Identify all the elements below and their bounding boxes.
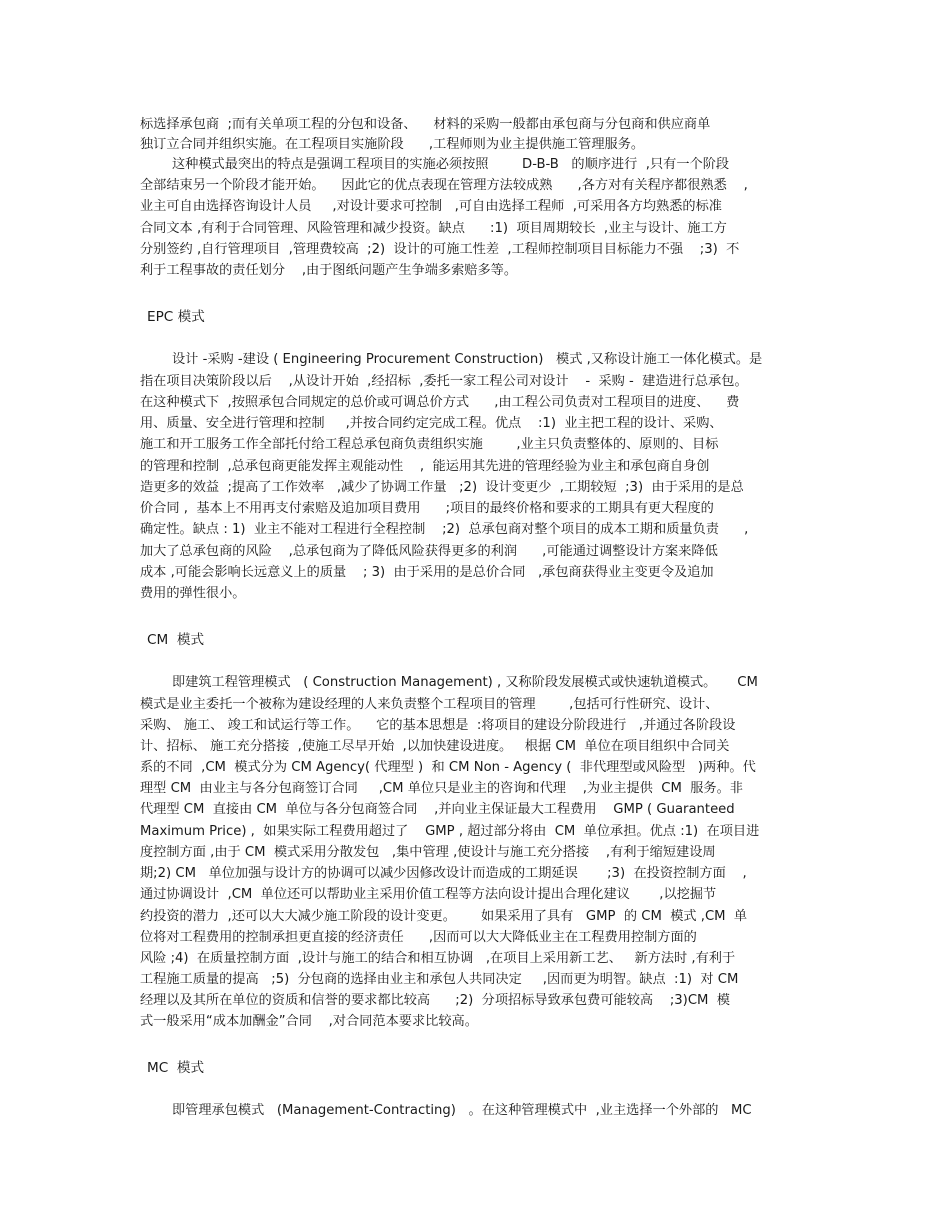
text-line: 价合同 , 基本上不用再支付索赔及追加项目费用 ;项目的最终价格和要求的工期具有更大程度的 — [140, 501, 714, 516]
text-line: 计、招标、 施工充分搭接 ,使施工尽早开始 ,以加快建设进度。 根据 CM 单位在项目组织中合同关 — [140, 739, 730, 754]
text-line: 即管理承包模式 (Management-Contracting) 。在这种管理模式中 ,业主选择一个外部的 MC — [172, 1103, 752, 1118]
text-line: 工程施工质量的提高 ;5) 分包商的选择由业主和承包人共同决定 ,因而更为明智。缺点 :1) 对 CM — [140, 972, 739, 987]
text-line: 风险 ;4) 在质量控制方面 ,设计与施工的结合和相互协调 ,在项目上采用新工艺、 新方法时 ,有利于 — [140, 951, 736, 966]
section-heading: MC 模式 — [147, 1060, 205, 1076]
text-line: 设计 -采购 -建设 ( Engineering Procurement Construction) 模式 ,又称设计施工一体化模式。是 — [172, 352, 763, 367]
text-line: 标选择承包商 ;而有关单项工程的分包和设备、 材料的采购一般都由承包商与分包商和供应商单 — [140, 117, 711, 132]
text-line: 利于工程事故的责任划分 ,由于图纸问题产生争端多索赔多等。 — [140, 263, 518, 278]
text-line: 通过协调设计 ,CM 单位还可以帮助业主采用价值工程等方法向设计提出合理化建议 ,以挖掘节 — [140, 887, 717, 902]
text-line: 的管理和控制 ,总承包商更能发挥主观能动性 , 能运用其先进的管理经验为业主和承包商自身创 — [140, 459, 710, 474]
text-line: 期;2) CM 单位加强与设计方的协调可以减少因修改设计而造成的工期延误 ;3) 在投资控制方面 , — [140, 866, 747, 881]
section-heading: CM 模式 — [147, 632, 205, 648]
text-line: Maximum Price) , 如果实际工程费用超过了 GMP , 超过部分将由 CM 单位承担。优点 :1) 在项目进 — [140, 824, 760, 839]
text-line: 代理型 CM 直接由 CM 单位与各分包商签合同 ,并向业主保证最大工程费用 GMP ( Guaranteed — [140, 802, 735, 817]
text-line: 指在项目决策阶段以后 ,从设计开始 ,经招标 ,委托一家工程公司对设计 - 采购 - 建造进行总承包。 — [140, 374, 748, 389]
text-line: 系的不同 ,CM 模式分为 CM Agency( 代理型 ) 和 CM Non - Agency ( 非代理型或风险型 )两种。代 — [140, 760, 756, 775]
text-line: 理型 CM 由业主与各分包商签订合同 ,CM 单位只是业主的咨询和代理 ,为业主提供 CM 服务。非 — [140, 781, 743, 796]
text-line: 加大了总承包商的风险 ,总承包商为了降低风险获得更多的利润 ,可能通过调整设计方案来降低 — [140, 544, 718, 559]
section-heading: EPC 模式 — [147, 309, 205, 325]
text-line: 即建筑工程管理模式 ( Construction Management) , 又称阶段发展模式或快速轨道模式。 CM — [172, 675, 758, 690]
text-line: 用、质量、安全进行管理和控制 ,并按合同约定完成工程。优点 :1) 业主把工程的设计、采购、 — [140, 416, 723, 431]
text-line: 在这种模式下 ,按照承包合同规定的总价或可调总价方式 ,由工程公司负责对工程项目的进度、 费 — [140, 395, 740, 410]
text-line: 约投资的潜力 ,还可以大大减少施工阶段的设计变更。 如果采用了具有 GMP 的 CM 模式 ,CM 单 — [140, 909, 748, 924]
text-line: 采购、 施工、 竣工和试运行等工作。 它的基本思想是 :将项目的建设分阶段进行 ,并通过各阶段设 — [140, 718, 736, 733]
text-line: 独订立合同并组织实施。在工程项目实施阶段 ,工程师则为业主提供施工管理服务。 — [140, 137, 645, 152]
text-line: 全部结束另一个阶段才能开始。 因此它的优点表现在管理方法较成熟 ,各方对有关程序都很熟悉 , — [140, 178, 748, 193]
text-line: 造更多的效益 ;提高了工作效率 ,减少了协调工作量 ;2) 设计变更少 ,工期较短 ;3) 由于采用的是总 — [140, 480, 744, 495]
text-line: 度控制方面 ,由于 CM 模式采用分散发包 ,集中管理 ,使设计与施工充分搭接 ,有利于缩短建设周 — [140, 845, 716, 860]
text-line: 位将对工程费用的控制承担更直接的经济责任 ,因而可以大大降低业主在工程费用控制方面的 — [140, 930, 697, 945]
text-line: 分别签约 ,自行管理项目 ,管理费较高 ;2) 设计的可施工性差 ,工程师控制项目目标能力不强 ;3) 不 — [140, 242, 740, 257]
text-line: 式一般采用“成本加酬金”合同 ,对合同范本要求比较高。 — [140, 1014, 478, 1029]
text-line: 成本 ,可能会影响长远意义上的质量 ; 3) 由于采用的是总价合同 ,承包商获得业主变更令及追加 — [140, 565, 714, 580]
text-line: 费用的弹性很小。 — [140, 586, 246, 601]
text-line: 施工和开工服务工作全部托付给工程总承包商负责组织实施 ,业主只负责整体的、原则的、目标 — [140, 437, 719, 452]
text-line: 经理以及其所在单位的资质和信誉的要求都比较高 ;2) 分项招标导致承包费可能较高 ;3)CM 模 — [140, 993, 730, 1008]
text-line: 业主可自由选择咨询设计人员 ,对设计要求可控制 ,可自由选择工程师 ,可采用各方均熟悉的标准 — [140, 199, 722, 214]
text-line: 这种模式最突出的特点是强调工程项目的实施必须按照 D-B-B 的顺序进行 ,只有一个阶段 — [172, 157, 730, 172]
text-line: 合同文本 ,有利于合同管理、风险管理和减少投资。缺点 :1) 项目周期较长 ,业主与设计、施工方 — [140, 221, 727, 236]
text-line: 模式是业主委托一个被称为建设经理的人来负责整个工程项目的管理 ,包括可行性研究、设计、 — [140, 697, 719, 712]
text-line: 确定性。缺点 : 1) 业主不能对工程进行全程控制 ;2) 总承包商对整个项目的成本工期和质量负责 , — [140, 522, 749, 537]
